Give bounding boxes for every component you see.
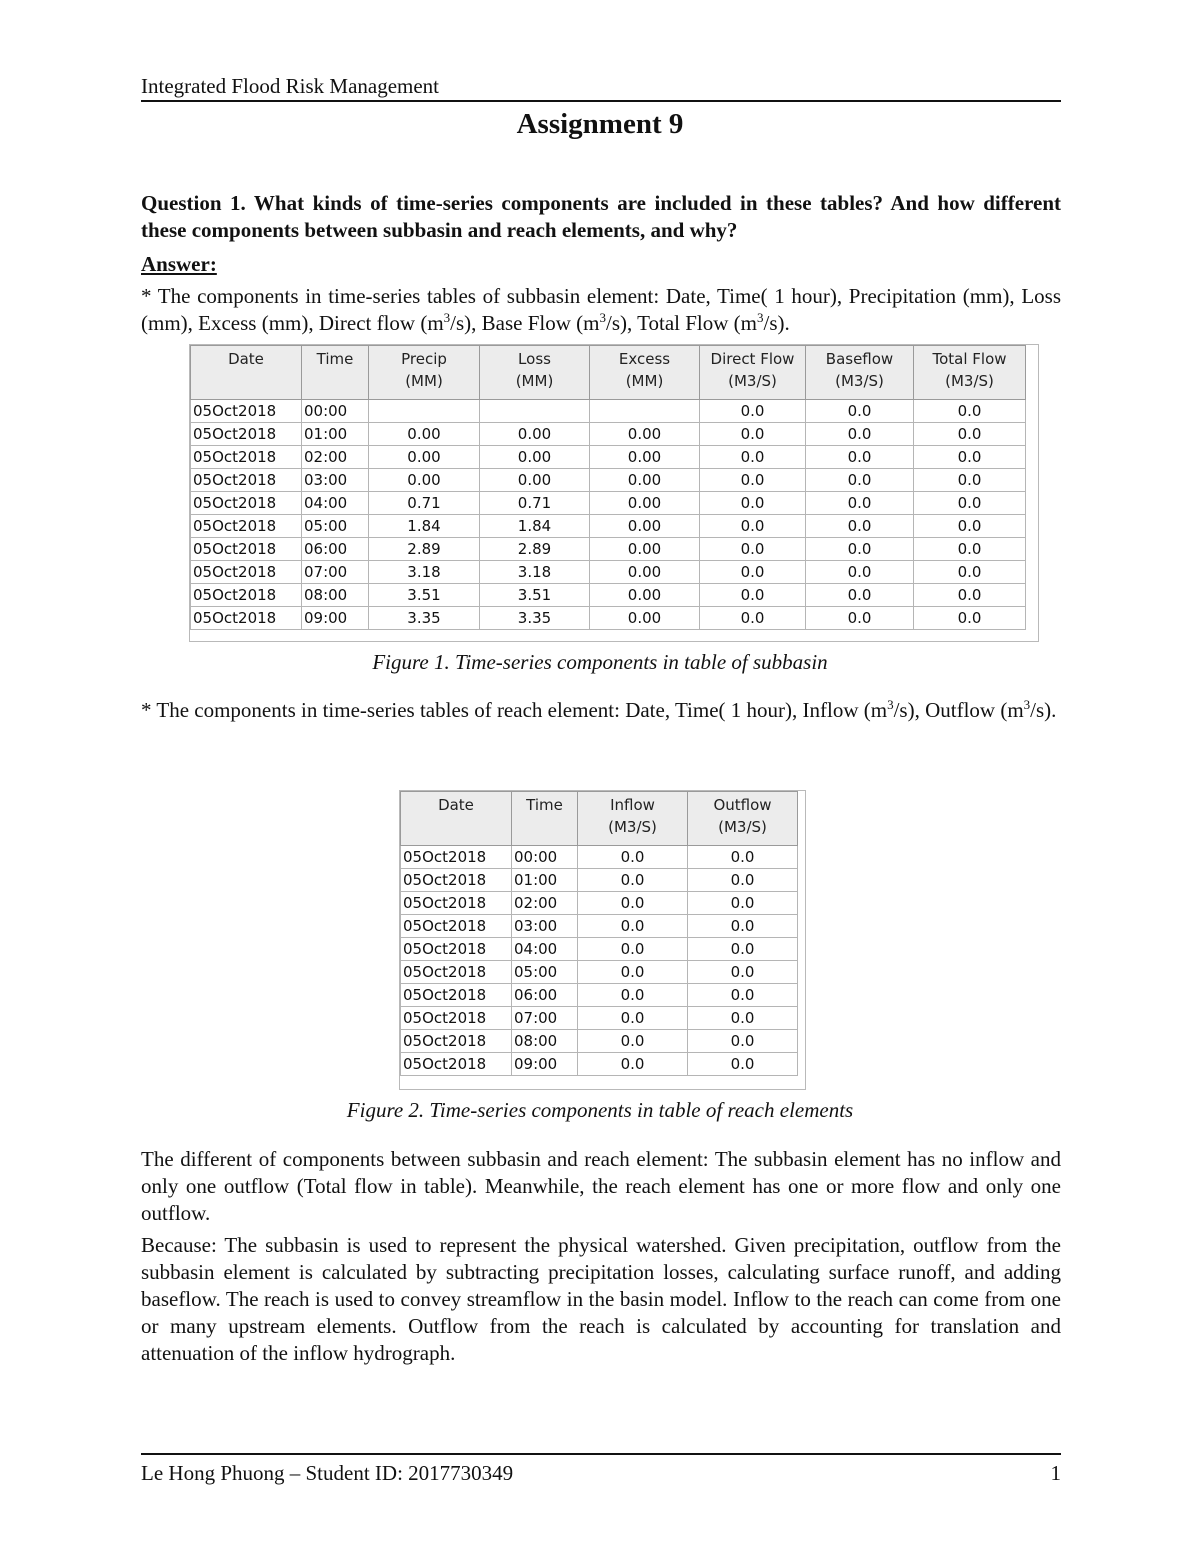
- table-cell: 0.00: [480, 446, 590, 469]
- table-row: [401, 869, 798, 892]
- table-cell: 0.00: [480, 423, 590, 446]
- page-footer: [141, 1453, 1061, 1486]
- table-cell: 01:00: [302, 423, 369, 446]
- table-cell: 09:00: [302, 607, 369, 630]
- table-row: [401, 961, 798, 984]
- table-cell: 0.0: [914, 469, 1026, 492]
- table-cell: 00:00: [512, 846, 578, 869]
- table-cell: [369, 400, 480, 423]
- table-cell: 0.0: [688, 984, 798, 1007]
- table-cell: 0.0: [700, 469, 806, 492]
- table-cell: 0.0: [700, 515, 806, 538]
- table-cell: 1.84: [369, 515, 480, 538]
- table-cell: 3.51: [369, 584, 480, 607]
- table-cell: [590, 400, 700, 423]
- table-cell: 0.0: [688, 961, 798, 984]
- table-cell: 0.0: [914, 423, 1026, 446]
- table-cell: 05Oct2018: [191, 446, 302, 469]
- table-cell: 0.0: [688, 938, 798, 961]
- table-row: [401, 915, 798, 938]
- table-cell: 0.00: [480, 469, 590, 492]
- table-cell: 0.00: [590, 492, 700, 515]
- table-cell: 0.0: [688, 846, 798, 869]
- table-cell: 0.0: [914, 400, 1026, 423]
- table-cell: 0.0: [578, 915, 688, 938]
- table-cell: 04:00: [302, 492, 369, 515]
- table-cell: 08:00: [512, 1030, 578, 1053]
- table-row: [401, 892, 798, 915]
- figure-1-caption: Figure 1. Time-series components in table of subbasin: [372, 650, 828, 674]
- table-cell: 02:00: [302, 446, 369, 469]
- subbasin-table-figure: [189, 344, 1039, 642]
- table-cell: 0.00: [590, 607, 700, 630]
- table-cell: 0.0: [578, 892, 688, 915]
- table-cell: 3.51: [480, 584, 590, 607]
- table-cell: 0.0: [806, 584, 914, 607]
- table-cell: 3.18: [480, 561, 590, 584]
- subbasin-components-paragraph: * The components in time-series tables of subbasin element: Date, Time( 1 hour), Precipitation (mm), Loss (mm), Excess (mm), Direct flow $(m^3/s)$, Base Flow $(m^3/s)$, Total Flow $(m^3/s)$.: [141, 284, 1061, 335]
- table-cell: 05Oct2018: [191, 561, 302, 584]
- table-cell: 0.0: [914, 561, 1026, 584]
- table-row: [191, 400, 1026, 423]
- column-header: Outflow (M3/S): [688, 792, 798, 846]
- table-cell: 05Oct2018: [401, 1053, 512, 1076]
- table-cell: 0.0: [700, 446, 806, 469]
- table-cell: 0.0: [806, 446, 914, 469]
- table-cell: [480, 400, 590, 423]
- table-cell: 0.0: [578, 938, 688, 961]
- table-cell: 1.84: [480, 515, 590, 538]
- table-cell: 0.0: [578, 1053, 688, 1076]
- table-cell: 05Oct2018: [191, 469, 302, 492]
- table-cell: 05Oct2018: [401, 869, 512, 892]
- figure-2-caption: Figure 2. Time-series components in table of reach elements: [346, 1098, 854, 1122]
- reason-paragraph: Because: The subbasin is used to represent the physical watershed. Given precipitation, outflow from the subbasin element is calculated by subtracting precipitation losses, calculating surface runoff, and adding baseflow. The reach is used to convey streamflow in the basin model. Inflow to the reach can come from one or many upstream elements. Outflow from the reach is calculated by accounting for translation and attenuation of the inflow hydrograph.: [141, 1233, 1061, 1365]
- table-cell: 00:00: [302, 400, 369, 423]
- difference-paragraph: The different of components between subbasin and reach element: The subbasin element has no inflow and only one outflow (Total flow in table). Meanwhile, the reach element has one or more flow and only one outflow.: [141, 1147, 1061, 1225]
- column-header: Time: [512, 792, 578, 846]
- table-cell: 0.00: [369, 446, 480, 469]
- table-cell: 0.0: [914, 515, 1026, 538]
- table-cell: 05:00: [302, 515, 369, 538]
- table-row: [401, 938, 798, 961]
- table-cell: 0.0: [700, 607, 806, 630]
- table-cell: 0.00: [590, 515, 700, 538]
- table-cell: 3.35: [480, 607, 590, 630]
- column-header: Total Flow (M3/S): [914, 346, 1026, 400]
- table-cell: 0.0: [914, 446, 1026, 469]
- table-cell: 0.0: [578, 1007, 688, 1030]
- table-cell: 05Oct2018: [401, 938, 512, 961]
- table-cell: 05Oct2018: [191, 584, 302, 607]
- table-cell: 05Oct2018: [401, 1007, 512, 1030]
- column-header: Loss (MM): [480, 346, 590, 400]
- table-cell: 06:00: [512, 984, 578, 1007]
- table-cell: 0.0: [688, 1030, 798, 1053]
- table-cell: 0.00: [590, 423, 700, 446]
- column-header: Date: [401, 792, 512, 846]
- table-cell: 0.0: [700, 538, 806, 561]
- table-cell: 0.0: [914, 492, 1026, 515]
- table-cell: 3.35: [369, 607, 480, 630]
- table-cell: 0.0: [914, 607, 1026, 630]
- table-cell: 0.0: [700, 584, 806, 607]
- table-cell: 05Oct2018: [401, 846, 512, 869]
- table-row: [191, 515, 1026, 538]
- table-cell: 0.0: [578, 846, 688, 869]
- page-number: 1: [1050, 1461, 1061, 1485]
- table-cell: 06:00: [302, 538, 369, 561]
- table-cell: 0.71: [369, 492, 480, 515]
- table-cell: 0.0: [700, 492, 806, 515]
- table-cell: 0.0: [578, 1030, 688, 1053]
- table-cell: 04:00: [512, 938, 578, 961]
- table-cell: 2.89: [369, 538, 480, 561]
- table-cell: 0.0: [806, 607, 914, 630]
- question-text: Question 1. What kinds of time-series components are included in these tables? And how different these components between subbasin and reach elements, and why?: [141, 191, 1061, 242]
- table-cell: 03:00: [302, 469, 369, 492]
- table-row: [191, 561, 1026, 584]
- answer-label: Answer:: [141, 252, 217, 276]
- table-cell: 07:00: [512, 1007, 578, 1030]
- table-cell: 0.0: [578, 961, 688, 984]
- table-cell: 0.0: [700, 423, 806, 446]
- table-cell: 0.0: [806, 561, 914, 584]
- reach-table-figure: [399, 790, 806, 1090]
- column-header: Direct Flow (M3/S): [700, 346, 806, 400]
- column-header: Baseflow (M3/S): [806, 346, 914, 400]
- table-cell: 05Oct2018: [191, 400, 302, 423]
- running-header: [141, 72, 1061, 102]
- table-cell: 07:00: [302, 561, 369, 584]
- table-cell: 0.0: [700, 400, 806, 423]
- table-row: [401, 1007, 798, 1030]
- subbasin-time-series-table: [190, 345, 1026, 630]
- table-row: [191, 538, 1026, 561]
- table-cell: 05Oct2018: [191, 515, 302, 538]
- table-row: [401, 984, 798, 1007]
- table-cell: 0.0: [688, 1007, 798, 1030]
- table-row: [401, 1030, 798, 1053]
- table-cell: 0.00: [590, 469, 700, 492]
- table-cell: 0.00: [590, 561, 700, 584]
- column-header: Excess (MM): [590, 346, 700, 400]
- table-cell: 0.0: [806, 469, 914, 492]
- table-cell: 05Oct2018: [401, 961, 512, 984]
- table-cell: 05Oct2018: [401, 1030, 512, 1053]
- table-row: [401, 1053, 798, 1076]
- table-cell: 05Oct2018: [401, 892, 512, 915]
- table-cell: 3.18: [369, 561, 480, 584]
- reach-time-series-table: [400, 791, 798, 1076]
- table-cell: 0.0: [578, 869, 688, 892]
- table-row: [191, 423, 1026, 446]
- table-cell: 05Oct2018: [191, 423, 302, 446]
- table-cell: 01:00: [512, 869, 578, 892]
- course-title: Integrated Flood Risk Management: [141, 74, 440, 98]
- table-cell: 0.00: [590, 446, 700, 469]
- table-cell: 05:00: [512, 961, 578, 984]
- table-cell: 0.0: [688, 869, 798, 892]
- table-cell: 0.0: [578, 984, 688, 1007]
- table-cell: 05Oct2018: [191, 607, 302, 630]
- table-cell: 0.0: [806, 492, 914, 515]
- table-cell: 0.0: [688, 892, 798, 915]
- table-row: [191, 584, 1026, 607]
- table-cell: 0.0: [914, 538, 1026, 561]
- table-cell: 0.00: [590, 584, 700, 607]
- table-cell: 03:00: [512, 915, 578, 938]
- table-cell: 09:00: [512, 1053, 578, 1076]
- column-header: Time: [302, 346, 369, 400]
- table-row: [401, 846, 798, 869]
- table-cell: 2.89: [480, 538, 590, 561]
- table-cell: 0.0: [806, 400, 914, 423]
- table-cell: 0.0: [688, 915, 798, 938]
- footer-author: Le Hong Phuong – Student ID: 2017730349: [141, 1461, 514, 1485]
- column-header: Inflow (M3/S): [578, 792, 688, 846]
- table-cell: 0.00: [369, 469, 480, 492]
- column-header: Date: [191, 346, 302, 400]
- table-cell: 0.0: [700, 561, 806, 584]
- table-cell: 0.0: [806, 538, 914, 561]
- column-header: Precip (MM): [369, 346, 480, 400]
- table-cell: 05Oct2018: [191, 492, 302, 515]
- table-cell: 0.71: [480, 492, 590, 515]
- table-cell: 0.0: [806, 515, 914, 538]
- table-cell: 0.0: [914, 584, 1026, 607]
- table-row: [191, 446, 1026, 469]
- table-cell: 02:00: [512, 892, 578, 915]
- table-cell: 05Oct2018: [401, 915, 512, 938]
- table-row: [191, 492, 1026, 515]
- table-cell: 0.0: [806, 423, 914, 446]
- table-cell: 05Oct2018: [191, 538, 302, 561]
- table-cell: 0.00: [590, 538, 700, 561]
- reach-components-paragraph: * The components in time-series tables of reach element: Date, Time( 1 hour), Inflow $(m^3/s)$, Outflow $(m^3/s)$.: [141, 697, 1057, 722]
- page-title: Assignment 9: [516, 108, 684, 140]
- table-row: [191, 607, 1026, 630]
- table-cell: 08:00: [302, 584, 369, 607]
- table-cell: 05Oct2018: [401, 984, 512, 1007]
- table-row: [191, 469, 1026, 492]
- table-cell: 0.00: [369, 423, 480, 446]
- table-cell: 0.0: [688, 1053, 798, 1076]
